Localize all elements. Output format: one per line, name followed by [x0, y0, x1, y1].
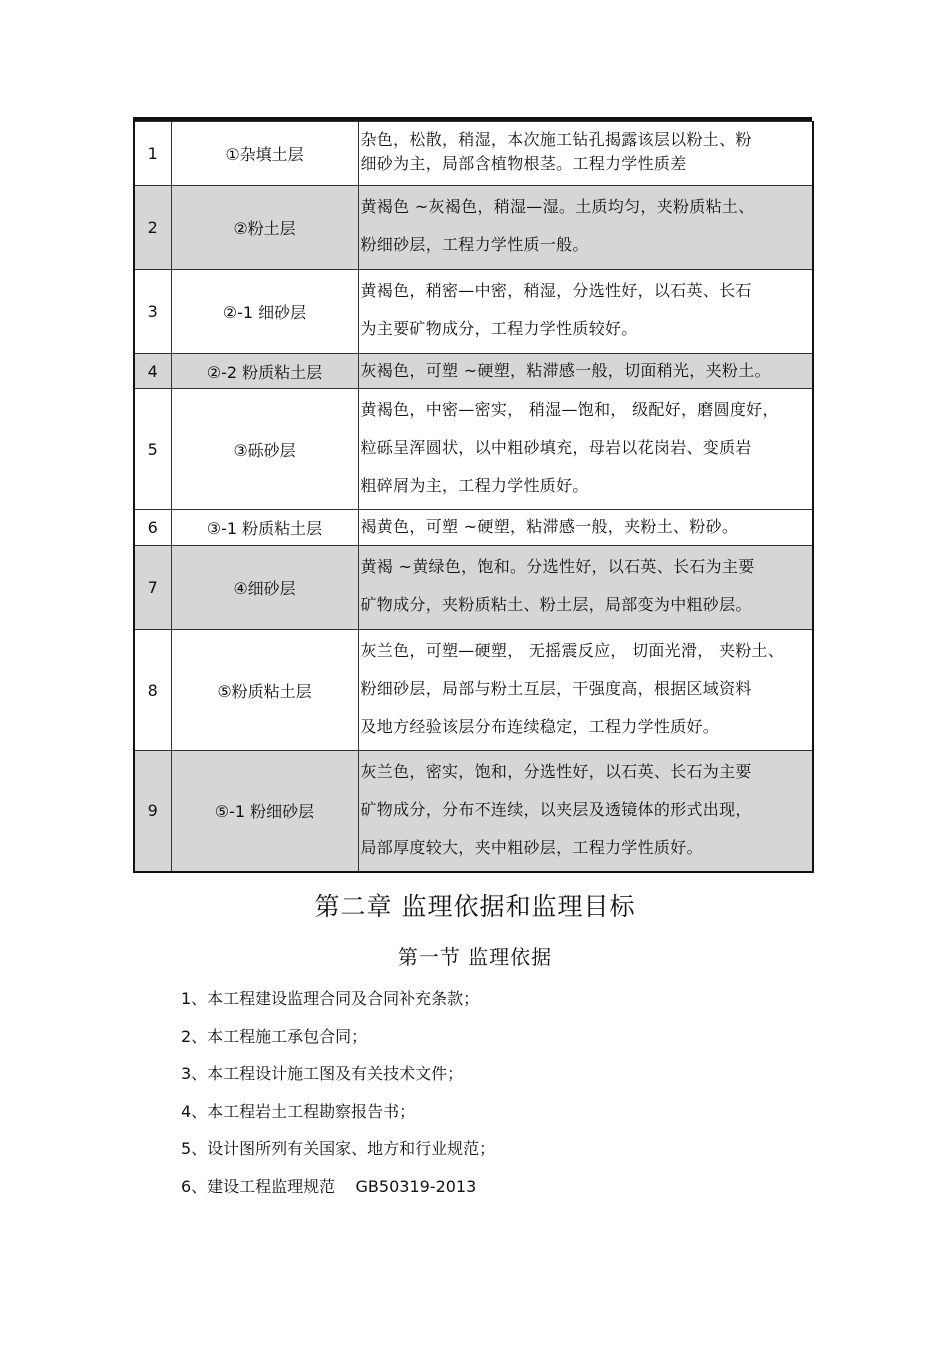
layer-number-cell: 8 [134, 630, 171, 751]
layer-name-cell: ③砾砂层 [171, 389, 358, 510]
description-line: 黄褐色，中密—密实， 稍湿—饱和， 级配好，磨圆度好， [360, 400, 779, 419]
layer-number-cell: 9 [134, 751, 171, 872]
layer-number-cell: 1 [134, 122, 171, 186]
basis-item: 2、本工程施工承包合同； [181, 1026, 368, 1046]
basis-item: 6、建设工程监理规范 GB50319-2013 [181, 1176, 477, 1196]
basis-item: 3、本工程设计施工图及有关技术文件； [181, 1064, 464, 1084]
description-line: 细砂为主，局部含植物根茎。工程力学性质差 [360, 154, 687, 173]
layer-name-cell: ⑤粉质粘土层 [171, 630, 358, 751]
description-line: 局部厚度较大，夹中粗砂层，工程力学性质好。 [360, 838, 703, 857]
soil-layer-table [133, 121, 814, 873]
layer-name-cell: ④细砂层 [171, 546, 358, 630]
soil-layer-table-body [134, 122, 813, 872]
layer-description-cell [358, 270, 813, 354]
description-line: 黄褐色 ~灰褐色，稍湿—湿。土质均匀，夹粉质粘土、 [360, 197, 755, 216]
basis-item: 4、本工程岩土工程勘察报告书； [181, 1101, 416, 1121]
description-line: 为主要矿物成分，工程力学性质较好。 [360, 319, 638, 338]
layer-description-cell [358, 389, 813, 510]
description-line: 杂色，松散，稍湿，本次施工钻孔揭露该层以粉土、粉 [360, 130, 752, 149]
layer-name-cell: ③-1 粉质粘土层 [171, 510, 358, 546]
table-row [134, 354, 813, 389]
layer-name-cell: ②-2 粉质粘土层 [171, 354, 358, 389]
description-line: 褐黄色，可塑 ~硬塑，粘滞感一般，夹粉土、粉砂。 [360, 517, 739, 536]
table-row [134, 630, 813, 751]
layer-description-cell [358, 354, 813, 389]
description-line: 粉细砂层，局部与粉土互层，干强度高，根据区域资料 [360, 679, 752, 698]
layer-description-cell [358, 751, 813, 872]
layer-number-cell: 7 [134, 546, 171, 630]
basis-item: 1、本工程建设监理合同及合同补充条款； [181, 989, 480, 1008]
description-line: 灰褐色，可塑 ~硬塑，粘滞感一般，切面稍光，夹粉土。 [360, 361, 771, 380]
description-line: 矿物成分，分布不连续，以夹层及透镜体的形式出现， [360, 800, 752, 819]
description-line: 及地方经验该层分布连续稳定，工程力学性质好。 [360, 717, 720, 736]
table-row [134, 389, 813, 510]
layer-name-cell: ①杂填土层 [171, 122, 358, 186]
layer-description-cell [358, 546, 813, 630]
description-line: 粒砾呈浑圆状，以中粗砂填充，母岩以花岗岩、变质岩 [360, 438, 752, 457]
description-line: 粗碎屑为主，工程力学性质好。 [360, 476, 589, 495]
layer-number-cell: 6 [134, 510, 171, 546]
layer-number-cell: 4 [134, 354, 171, 389]
layer-description-cell [358, 510, 813, 546]
layer-number-cell: 3 [134, 270, 171, 354]
table-row [134, 270, 813, 354]
layer-name-cell: ②粉土层 [171, 186, 358, 270]
chapter-title: 第二章 监理依据和监理目标 [314, 892, 636, 921]
description-line: 粉细砂层，工程力学性质一般。 [360, 235, 589, 254]
table-row [134, 751, 813, 872]
basis-item: 5、设计图所列有关国家、地方和行业规范； [181, 1139, 496, 1159]
description-line: 黄褐色，稍密—中密，稍湿，分选性好，以石英、长石 [360, 281, 752, 300]
table-row [134, 186, 813, 270]
layer-number-cell: 5 [134, 389, 171, 510]
layer-description-cell [358, 122, 813, 186]
description-line: 矿物成分，夹粉质粘土、粉土层，局部变为中粗砂层。 [360, 595, 752, 614]
layer-name-cell: ⑤-1 粉细砂层 [171, 751, 358, 872]
description-line: 灰兰色，可塑—硬塑， 无摇震反应， 切面光滑， 夹粉土、 [360, 641, 785, 660]
layer-name-cell: ②-1 细砂层 [171, 270, 358, 354]
section-title: 第一节 监理依据 [397, 945, 553, 969]
layer-description-cell [358, 630, 813, 751]
description-line: 灰兰色，密实，饱和，分选性好，以石英、长石为主要 [360, 762, 752, 781]
layer-number-cell: 2 [134, 186, 171, 270]
table-row [134, 510, 813, 546]
layer-description-cell [358, 186, 813, 270]
description-line: 黄褐 ~黄绿色，饱和。分选性好，以石英、长石为主要 [360, 557, 755, 576]
table-row [134, 546, 813, 630]
basis-list [181, 985, 495, 1211]
table-row [134, 122, 813, 186]
